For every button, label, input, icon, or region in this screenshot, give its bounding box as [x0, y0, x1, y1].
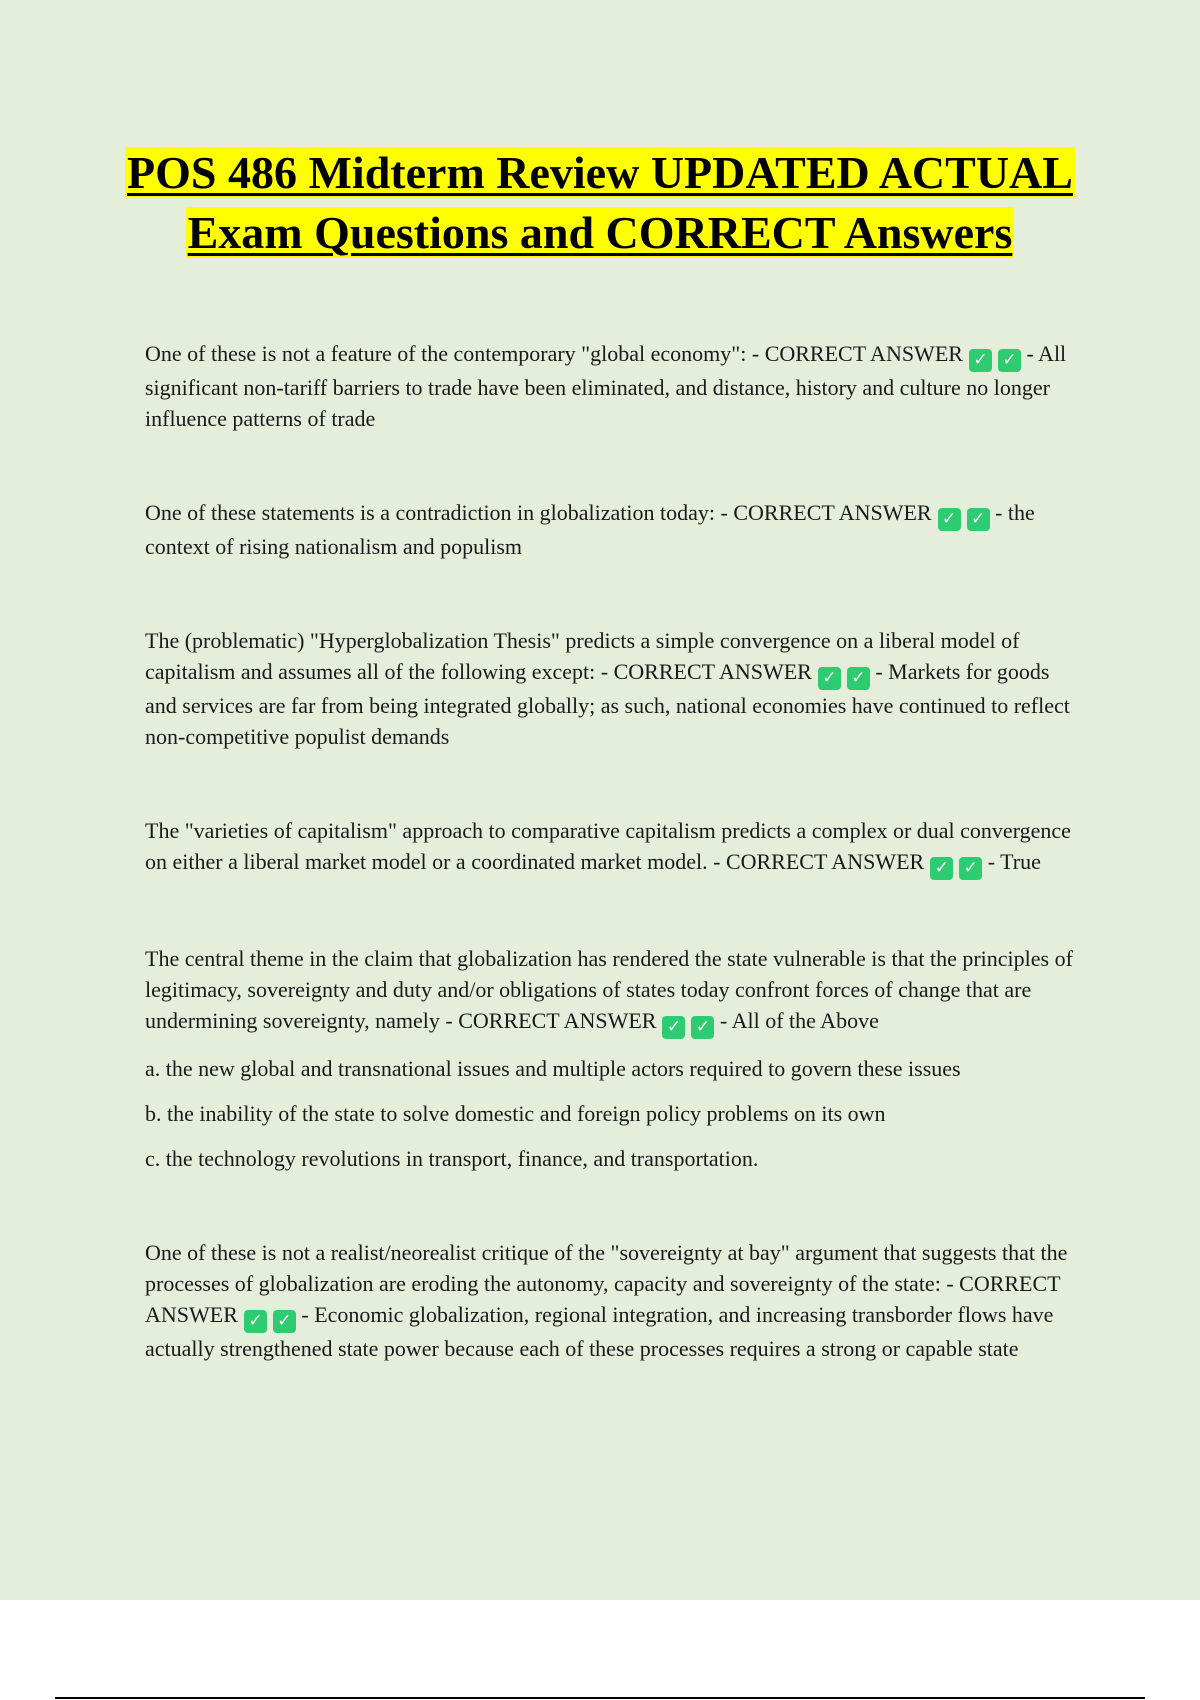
qa-item-4	[145, 815, 1085, 880]
question-text: One of these statements is a contradiction in globalization today:	[145, 500, 716, 525]
answer-text: - All significant non-tariff barriers to trade have been eliminated, and distance, history and culture no longer influence patterns of trade	[145, 341, 1067, 431]
check-mark-icon: ✓	[244, 1310, 267, 1333]
question-text: The "varieties of capitalism" approach to comparative capitalism predicts a complex or dual convergence on either a liberal market model or a coordinated market model.	[145, 818, 1071, 874]
answer-text: - All of the Above	[719, 1008, 879, 1033]
check-mark-icon: ✓	[959, 857, 982, 880]
document-title	[100, 143, 1100, 263]
check-mark-icon: ✓	[967, 508, 990, 531]
answer-text: - True	[987, 849, 1041, 874]
qa-item-3	[145, 625, 1085, 752]
check-mark-icon: ✓	[818, 667, 841, 690]
check-mark-icon: ✓	[847, 667, 870, 690]
question-text: One of these is not a feature of the contemporary "global economy":	[145, 341, 747, 366]
title-highlight: POS 486 Midterm Review UPDATED ACTUAL Exam Questions and CORRECT Answers	[127, 147, 1073, 258]
check-mark-icon: ✓	[998, 349, 1021, 372]
check-mark-icon: ✓	[662, 1016, 685, 1039]
qa-item-5	[145, 943, 1085, 1039]
question-text: The (problematic) "Hyperglobalization Thesis" predicts a simple convergence on a liberal model of capitalism and assumes all of the following except:	[145, 628, 1020, 684]
check-mark-icon: ✓	[930, 857, 953, 880]
check-mark-icon: ✓	[273, 1310, 296, 1333]
answer-marker: - CORRECT ANSWER	[445, 1008, 657, 1033]
answer-marker: - CORRECT ANSWER	[600, 659, 812, 684]
page-divider	[55, 1697, 1145, 1699]
qa-item-1	[145, 338, 1085, 434]
answer-option-c: c. the technology revolutions in transport, finance, and transportation.	[145, 1146, 759, 1171]
check-mark-icon: ✓	[969, 349, 992, 372]
question-text: One of these is not a realist/neorealist critique of the "sovereignty at bay" argument that suggests that the processes of globalization are eroding the autonomy, capacity and sovereignty of the state:	[145, 1240, 1068, 1296]
check-mark-icon: ✓	[938, 508, 961, 531]
answer-marker: - CORRECT ANSWER	[751, 341, 963, 366]
qa-list	[145, 338, 1085, 1364]
answer-option-b: b. the inability of the state to solve domestic and foreign policy problems on its own	[145, 1101, 886, 1126]
answer-text: - the context of rising nationalism and populism	[145, 500, 1035, 559]
check-mark-icon: ✓	[691, 1016, 714, 1039]
qa-item-6	[145, 1237, 1085, 1364]
answer-marker: - CORRECT ANSWER	[145, 1271, 1061, 1327]
answer-marker: - CORRECT ANSWER	[720, 500, 932, 525]
qa-item-2	[145, 497, 1085, 562]
answer-text: - Economic globalization, regional integration, and increasing transborder flows have actually strengthened state power because each of these processes requires a strong or capable state	[145, 1302, 1054, 1361]
question-text: The central theme in the claim that globalization has rendered the state vulnerable is that the principles of legitimacy, sovereignty and duty and/or obligations of states today confront forces of change that are undermining sovereignty, namely	[145, 946, 1073, 1033]
answer-marker: - CORRECT ANSWER	[713, 849, 925, 874]
answer-text: - Markets for goods and services are far from being integrated globally; as such, national economies have continued to reflect non-competitive populist demands	[145, 659, 1070, 749]
answer-option-a: a. the new global and transnational issues and multiple actors required to govern these issues	[145, 1056, 961, 1081]
